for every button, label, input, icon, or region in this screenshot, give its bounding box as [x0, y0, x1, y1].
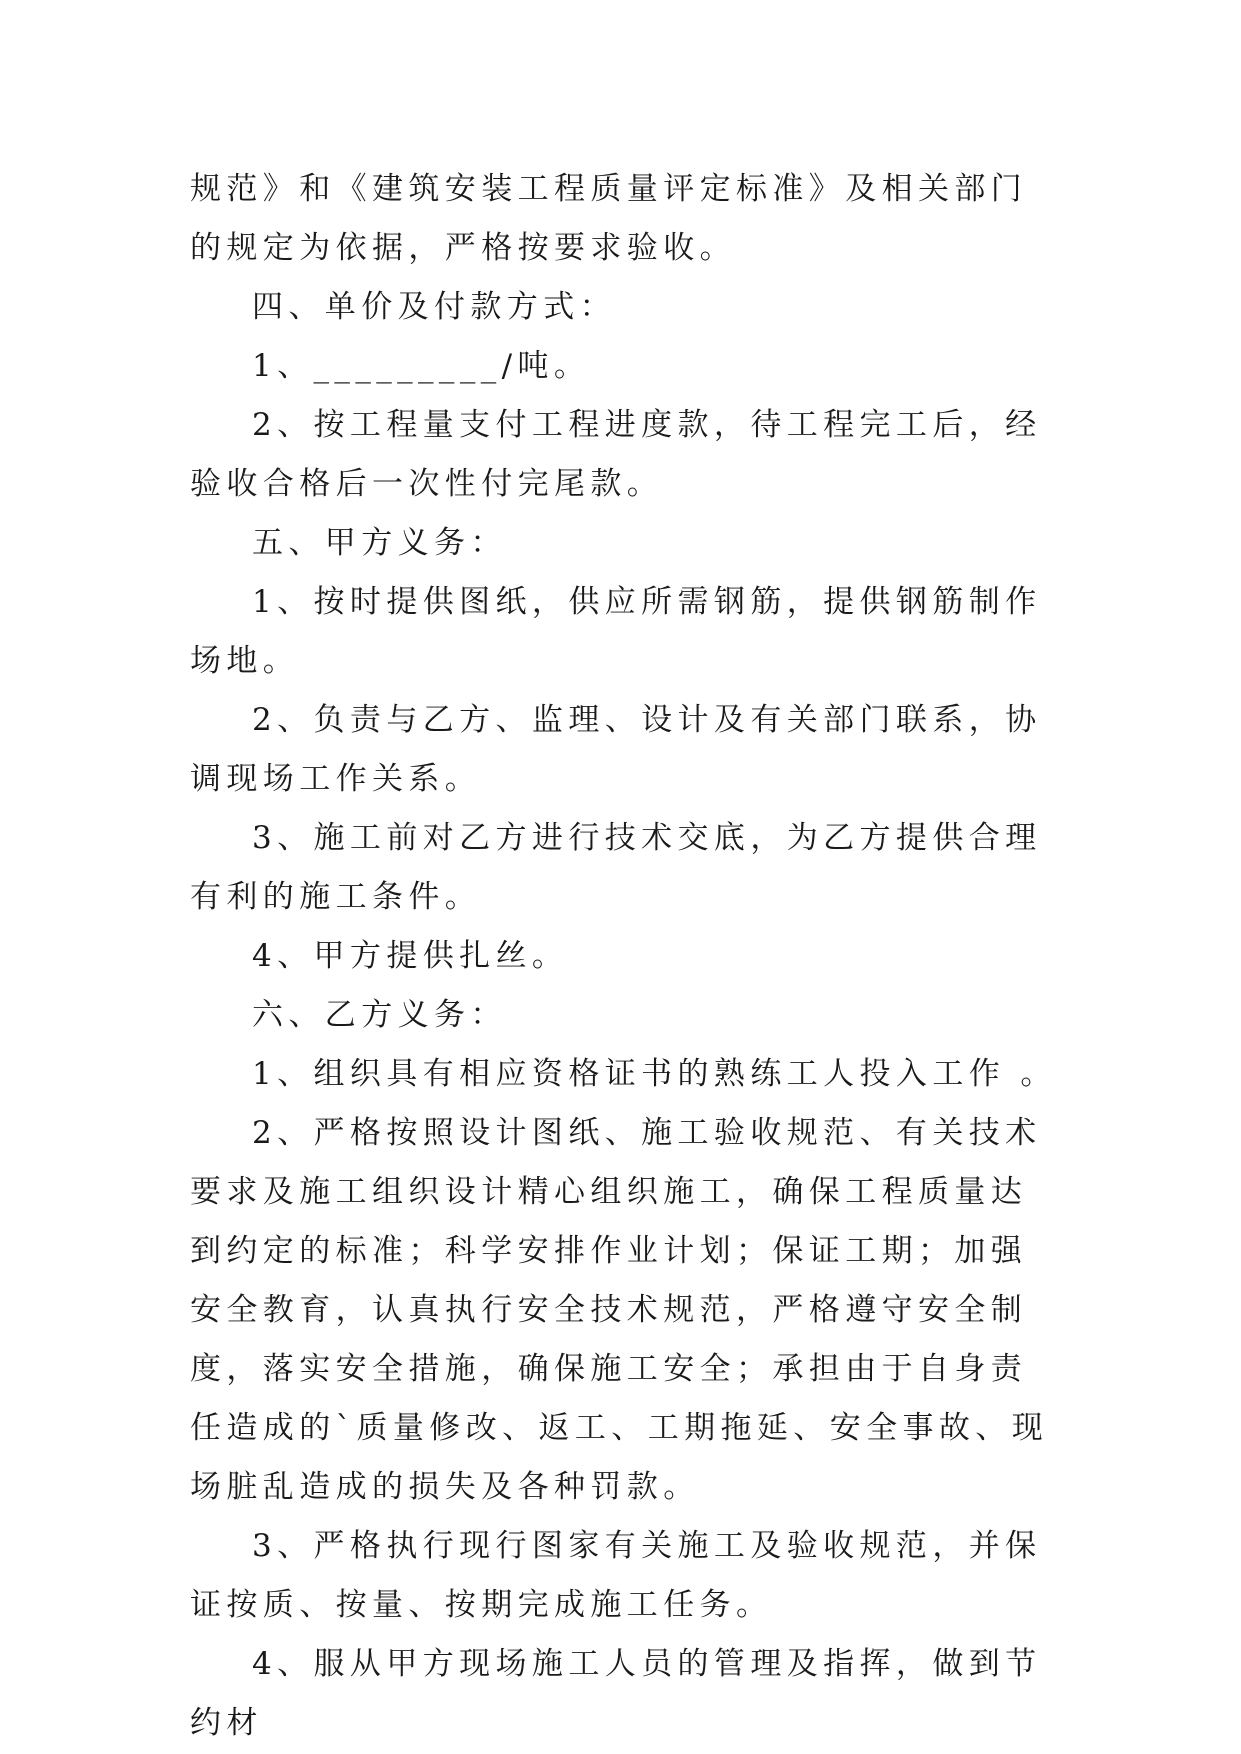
paragraph-party-a-duty-2: 2、负责与乙方、监理、设计及有关部门联系，协调现场工作关系。 [190, 702, 1042, 797]
heading-section-6-party-b-duties: 六、乙方义务： [252, 997, 507, 1033]
heading-section-4-price-payment: 四、单价及付款方式： [252, 289, 616, 325]
paragraph-party-b-duty-3: 3、严格执行现行图家有关施工及验收规范，并保证按质、按量、按期完成施工任务。 [190, 1528, 1042, 1623]
heading-section-5-party-a-duties: 五、甲方义务： [252, 525, 507, 561]
paragraph-party-a-duty-4: 4、甲方提供扎丝。 [252, 938, 569, 974]
paragraph-progress-payment: 2、按工程量支付工程进度款，待工程完工后，经验收合格后一次性付完尾款。 [190, 407, 1042, 502]
paragraph-party-a-duty-3: 3、施工前对乙方进行技术交底，为乙方提供合理有利的施工条件。 [190, 820, 1042, 915]
paragraph-party-b-duty-2: 2、严格按照设计图纸、施工验收规范、有关技术要求及施工组织设计精心组织施工，确保工程质量达到约定的标准；科学安排作业计划；保证工期；加强安全教育，认真执行安全技术规范，严格遵守安全制度，落实安全措施，确保施工安全；承担由于自身责任造成的`质量修改、返工、工期拖延、安全事故、现场脏乱造成的损失及各种罚款。 [190, 1115, 1049, 1505]
paragraph-party-a-duty-1: 1、按时提供图纸，供应所需钢筋，提供钢筋制作场地。 [190, 584, 1042, 679]
paragraph-party-b-duty-4: 4、服从甲方现场施工人员的管理及指挥，做到节约材 [190, 1646, 1042, 1741]
paragraph-acceptance-basis: 规范》和《建筑安装工程质量评定标准》及相关部门的规定为依据，严格按要求验收。 [190, 171, 1028, 266]
document-body [190, 160, 1060, 1753]
paragraph-unit-price: 1、_________/吨。 [252, 348, 591, 384]
paragraph-party-b-duty-1: 1、组织具有相应资格证书的熟练工人投入工作 。 [252, 1056, 1057, 1092]
